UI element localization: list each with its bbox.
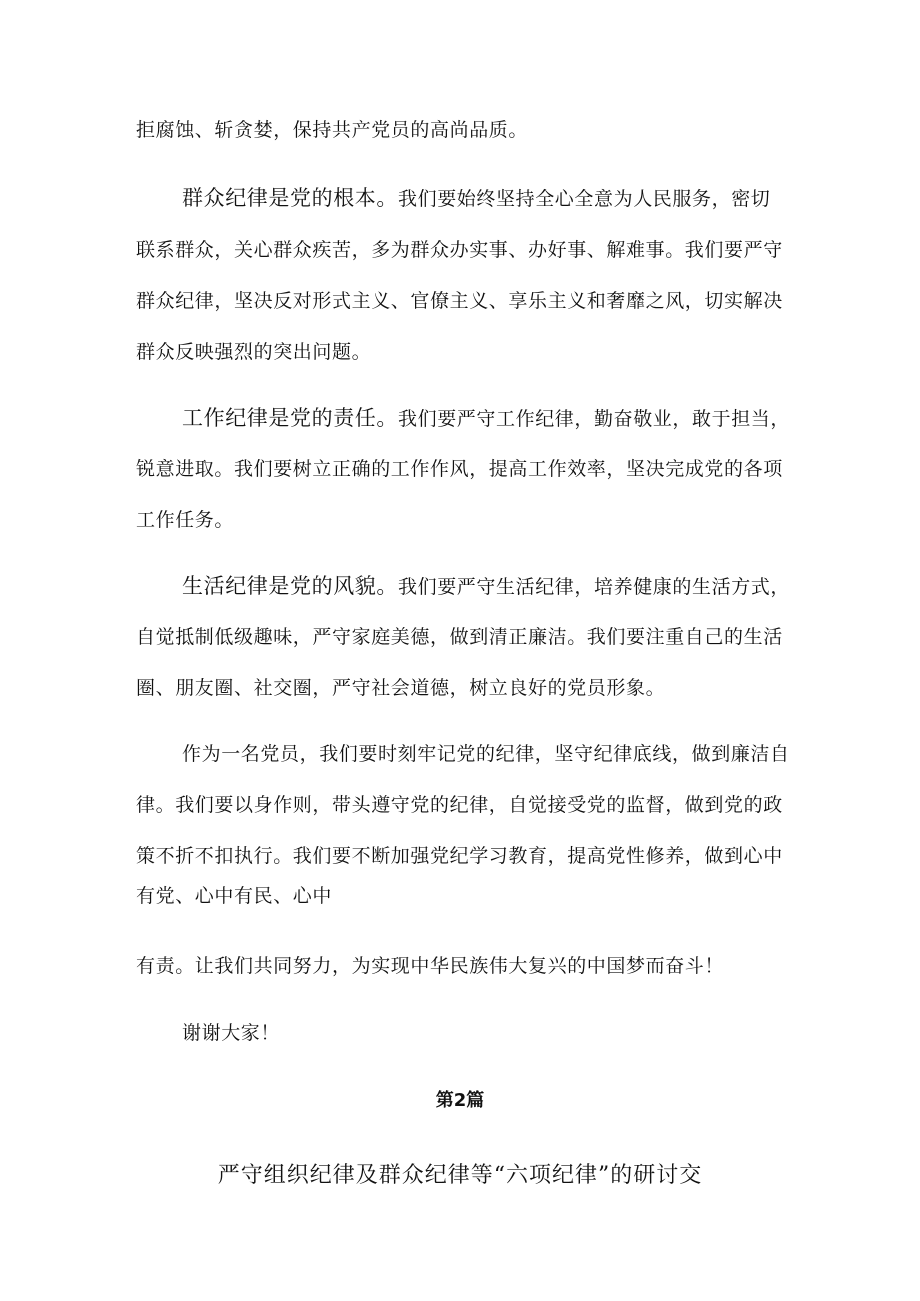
paragraph-first-line — [182, 574, 842, 599]
paragraph-text: 我们要严守生活纪律，培养健康的生活方式， — [398, 576, 791, 598]
paragraph-text: 我们要严守工作纪律，勤奋敬业，敢于担当， — [398, 408, 791, 430]
paragraph-line: 联系群众，关心群众疾苦，多为群众办实事、办好事、解难事。我们要严守 — [136, 239, 783, 261]
paragraph-line: 律。我们要以身作则，带头遵守党的纪律，自觉接受党的监督，做到党的政 — [136, 794, 783, 816]
paragraph-line: 工作任务。 — [136, 509, 235, 531]
paragraph-line: 圈、朋友圈、社交圈，严守社会道德，树立良好的党员形象。 — [136, 677, 666, 699]
paragraph-line: 自觉抵制低级趣味，严守家庭美德，做到清正廉洁。我们要注重自己的生活 — [136, 626, 783, 648]
section-heading: 第2篇 — [435, 1090, 485, 1111]
paragraph-lead-phrase: 工作纪律是党的责任。 — [182, 406, 398, 430]
paragraph-line: 群众反映强烈的突出问题。 — [136, 341, 372, 363]
paragraph-line: 有责。让我们共同努力，为实现中华民族伟大复兴的中国梦而奋斗！ — [136, 955, 725, 977]
paragraph-first-line — [182, 186, 842, 211]
paragraph-line: 群众纪律，坚决反对形式主义、官僚主义、享乐主义和奢靡之风，切实解决 — [136, 290, 783, 312]
paragraph-line: 拒腐蚀、斩贪婪，保持共产党员的高尚品质。 — [136, 119, 529, 141]
paragraph-first-line — [182, 406, 842, 431]
paragraph-line: 有党、心中有民、心中 — [136, 885, 333, 907]
paragraph-first-line: 作为一名党员，我们要时刻牢记党的纪律，坚守纪律底线，做到廉洁自 — [182, 743, 790, 765]
paragraph-text: 我们要始终坚持全心全意为人民服务，密切 — [398, 188, 771, 210]
article-title: 严守组织纪律及群众纪律等“六项纪律”的研讨交 — [217, 1163, 703, 1188]
paragraph-line: 策不折不扣执行。我们要不断加强党纪学习教育，提高党性修养，做到心中 — [136, 845, 783, 867]
closing-line: 谢谢大家！ — [182, 1022, 281, 1044]
paragraph-lead-phrase: 群众纪律是党的根本。 — [182, 186, 398, 210]
paragraph-lead-phrase: 生活纪律是党的风貌。 — [182, 574, 398, 598]
paragraph-line: 锐意进取。我们要树立正确的工作作风，提高工作效率，坚决完成党的各项 — [136, 458, 783, 480]
